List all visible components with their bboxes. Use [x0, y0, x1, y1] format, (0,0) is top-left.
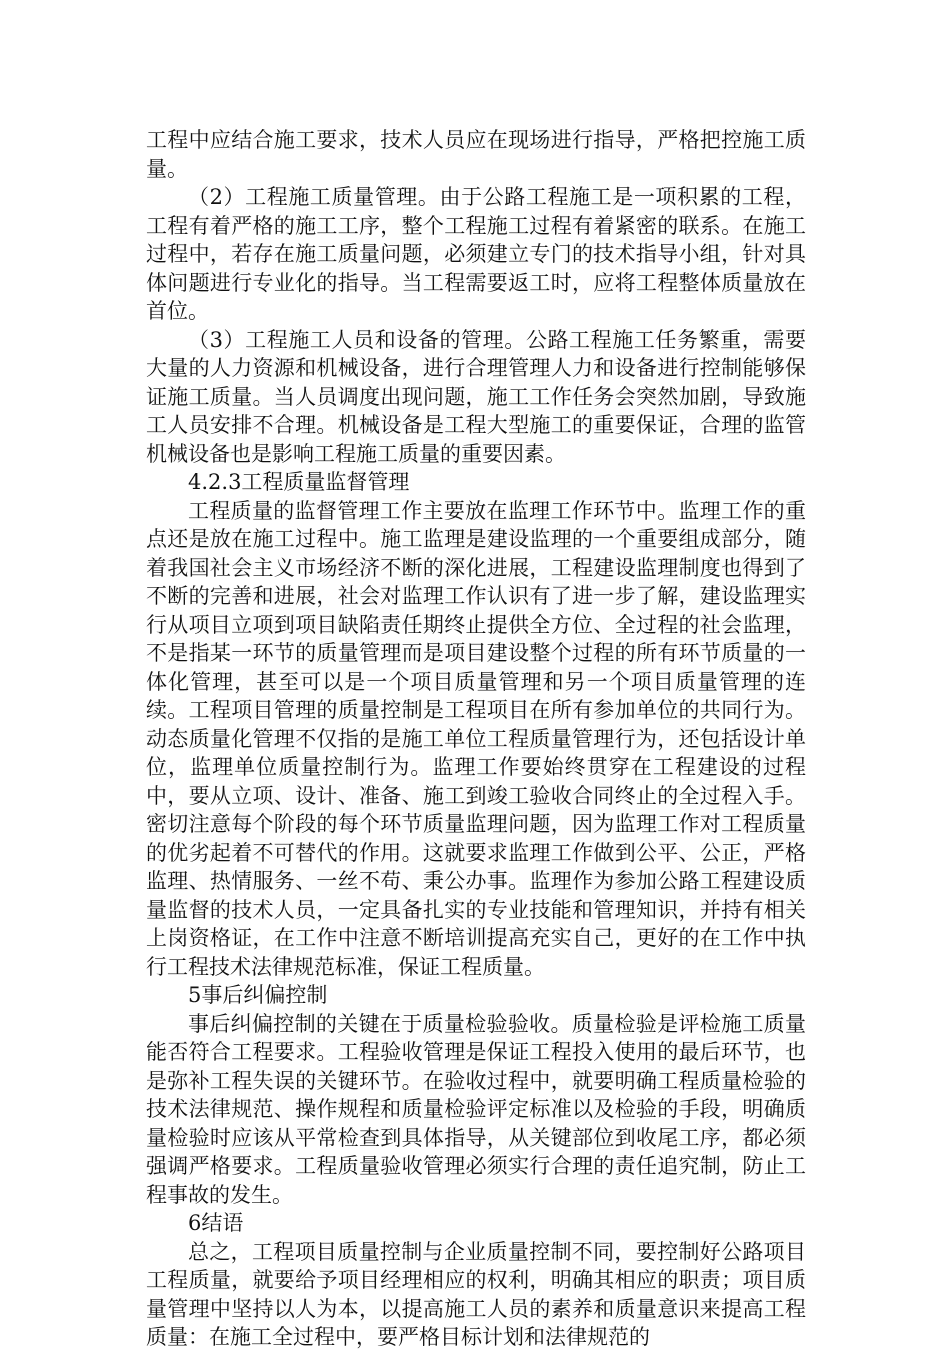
section-heading-6: 6结语	[188, 1211, 244, 1235]
paragraph-personnel-equipment: （3）工程施工人员和设备的管理。公路工程施工任务繁重，需要大量的人力资源和机械设备，进行合理管理人力和设备进行控制能够保证施工质量。当人员调度出现问题，施工工作任务会突然加剧，导致施工人员安排不合理。机械设备是工程大型施工的重要保证，合理的监管机械设备也是影响工程施工质量的重要因素。	[146, 327, 806, 466]
paragraph-supervision: 工程质量的监督管理工作主要放在监理工作环节中。监理工作的重点还是放在施工过程中。施工监理是建设监理的一个重要组成部分，随着我国社会主义市场经济不断的深化进展，工程建设监理制度也得到了不断的完善和进展，社会对监理工作认识有了进一步了解，建设监理实行从项目立项到项目缺陷责任期终止提供全方位、全过程的社会监理，不是指某一环节的质量管理而是项目建设整个过程的所有环节质量的一体化管理，甚至可以是一个项目质量管理和另一个项目质量管理的连续。工程项目管理的质量控制是工程项目在所有参加单位的共同行为。动态质量化管理不仅指的是施工单位工程质量管理行为，还包括设计单位，监理单位质量控制行为。监理工作要始终贯穿在工程建设的过程中，要从立项、设计、准备、施工到竣工验收合同终止的全过程入手。密切注意每个阶段的每个环节质量监理问题，因为监理工作对工程质量的优劣起着不可替代的作用。这就要求监理工作做到公平、公正，严格监理、热情服务、一丝不苟、秉公办事。监理作为参加公路工程建设质量监督的技术人员，一定具备扎实的专业技能和管理知识，并持有相关上岗资格证，在工作中注意不断培训提高充实自己，更好的在工作中执行工程技术法律规范标准，保证工程质量。	[146, 498, 806, 979]
paragraph-construction-quality: （2）工程施工质量管理。由于公路工程施工是一项积累的工程，工程有着严格的施工工序，整个工程施工过程有着紧密的联系。在施工过程中，若存在施工质量问题，必须建立专门的技术指导小组，针对具体问题进行专业化的指导。当工程需要返工时，应将工程整体质量放在首位。	[146, 185, 806, 323]
section-heading-5: 5事后纠偏控制	[188, 983, 328, 1007]
paragraph-conclusion: 总之，工程项目质量控制与企业质量控制不同，要控制好公路项目工程质量，就要给予项目经理相应的权利，明确其相应的职责；项目质量管理中坚持以人为本，以提高施工人员的素养和质量意识来提高工程质量：在施工全过程中，要严格目标计划和法律规范的	[146, 1239, 806, 1349]
document-body	[146, 126, 806, 1352]
paragraph-continuation: 工程中应结合施工要求，技术人员应在现场进行指导，严格把控施工质量。	[146, 128, 806, 181]
paragraph-post-correction: 事后纠偏控制的关键在于质量检验验收。质量检验是评检施工质量能否符合工程要求。工程验收管理是保证工程投入使用的最后环节，也是弥补工程失误的关键环节。在验收过程中，就要明确工程质量检验的技术法律规范、操作规程和质量检验评定标准以及检验的手段，明确质量检验时应该从平常检查到具体指导，从关键部位到收尾工序，都必须强调严格要求。工程质量验收管理必须实行合理的责任追究制，防止工程事故的发生。	[146, 1011, 806, 1207]
section-heading-4-2-3: 4.2.3工程质量监督管理	[188, 470, 410, 494]
